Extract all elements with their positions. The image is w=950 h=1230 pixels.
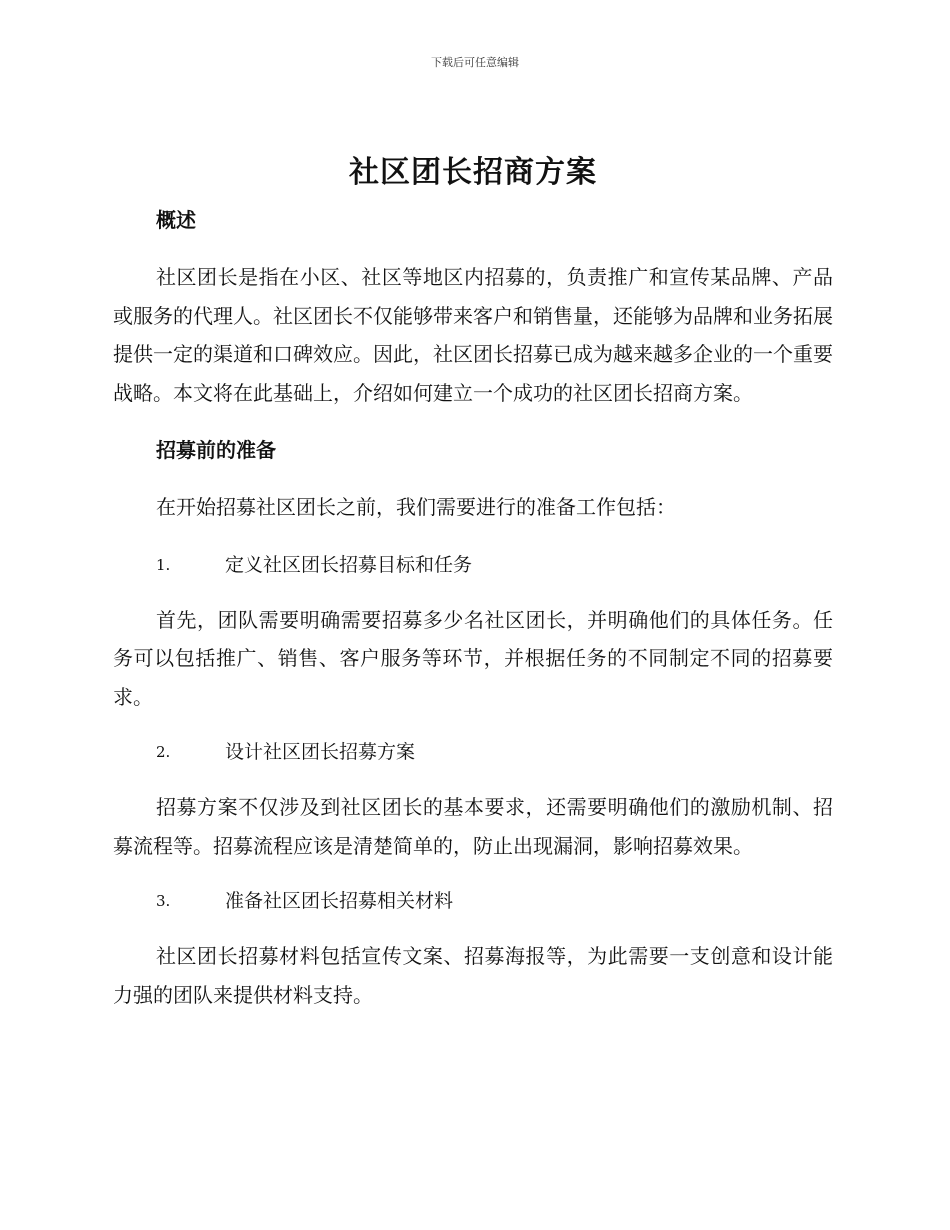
list-item-title: 准备社区团长招募相关材料 [225, 890, 454, 912]
section-heading-preparation: 招募前的准备 [156, 438, 276, 462]
document-title: 社区团长招商方案 [349, 155, 597, 190]
list-number: 3. [156, 892, 171, 910]
list-item-3 [113, 885, 833, 917]
list-item-paragraph: 社区团长招募材料包括宣传文案、招募海报等，为此需要一支创意和设计能力强的团队来提供材料支持。 [113, 944, 833, 1007]
overview-paragraph: 社区团长是指在小区、社区等地区内招募的，负责推广和宣传某品牌、产品或服务的代理人。社区团长不仅能够带来客户和销售量，还能够为品牌和业务拓展提供一定的渠道和口碑效应。因此，社区团长招募已成为越来越多企业的一个重要战略。本文将在此基础上，介绍如何建立一个成功的社区团长招商方案。 [113, 265, 833, 405]
list-item-title: 设计社区团长招募方案 [225, 741, 416, 763]
list-number: 2. [156, 743, 171, 761]
list-item-2 [113, 736, 833, 768]
list-number: 1. [156, 555, 171, 574]
header-note: 下载后可任意编辑 [431, 56, 519, 69]
list-item-1 [113, 549, 833, 581]
preparation-intro: 在开始招募社区团长之前，我们需要进行的准备工作包括： [156, 495, 676, 519]
list-item-paragraph: 招募方案不仅涉及到社区团长的基本要求，还需要明确他们的激励机制、招募流程等。招募流程应该是清楚简单的，防止出现漏洞，影响招募效果。 [113, 795, 833, 858]
document-page [113, 152, 833, 1030]
list-item-paragraph: 首先，团队需要明确需要招募多少名社区团长，并明确他们的具体任务。任务可以包括推广、销售、客户服务等环节，并根据任务的不同制定不同的招募要求。 [113, 607, 833, 709]
list-item-title: 定义社区团长招募目标和任务 [225, 553, 473, 576]
section-heading-overview: 概述 [156, 208, 196, 232]
